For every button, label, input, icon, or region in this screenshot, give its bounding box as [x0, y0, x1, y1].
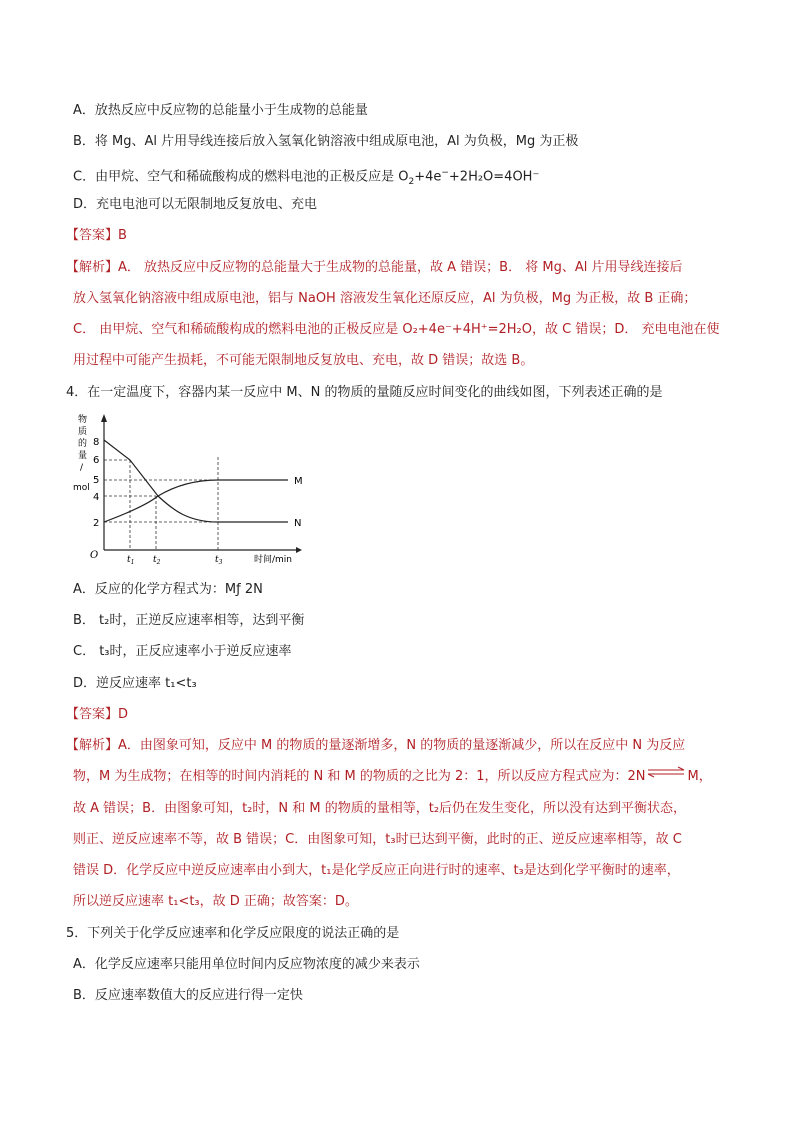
q4-analysis-line-5: 错误 D．化学反应中逆反应速率由小到大，t₁是化学反应正向进行时的速率、t₃是达到化学平衡时的速率， [73, 863, 680, 878]
q3-analysis-line-3: C． 由甲烷、空气和稀硫酸构成的燃料电池的正极反应是 O₂+4e⁻+4H⁺=2H₂O，故 C 错误；D． 充电电池在使 [73, 322, 720, 337]
q3-analysis-line-2: 放入氢氧化钠溶液中组成原电池，铝与 NaOH 溶液发生氧化还原反应，Al 为负极，Mg 为正极，故 B 正确； [73, 291, 697, 306]
q3-option-a: A．放热反应中反应物的总能量小于生成物的总能量 [73, 103, 368, 118]
q4-answer: 【答案】D [66, 707, 129, 722]
q4-stem: 4．在一定温度下，容器内某一反应中 M、N 的物质的量随反应时间变化的曲线如图，下列表述正确的是 [66, 385, 663, 400]
x-tick-t2: $t_2$ [153, 555, 161, 566]
q3-option-b: B．将 Mg、Al 片用导线连接后放入氢氧化钠溶液中组成原电池，Al 为负极，Mg 为正极 [73, 134, 579, 149]
q4-analysis-line-1: 【解析】A．由图象可知，反应中 M 的物质的量逐渐增多，N 的物质的量逐渐减少，所以在反应中 N 为反应 [66, 738, 686, 753]
q3-answer: 【答案】B [66, 228, 127, 243]
svg-text:质: 质 [78, 427, 88, 437]
svg-text:量: 量 [78, 451, 88, 461]
q4-analysis-line-6: 所以逆反应速率 t₁<t₃，故 D 正确；故答案：D。 [73, 894, 358, 909]
y-tick-6: 6 [93, 455, 100, 466]
series-m-label: M [294, 476, 303, 487]
q4-graph [73, 410, 313, 570]
y-tick-5: 5 [93, 475, 100, 486]
q3-option-d: D．充电电池可以无限制地反复放电、充电 [73, 197, 318, 212]
q4-option-c: C． t₃时，正反应速率小于逆反应速率 [73, 644, 292, 659]
svg-text:的: 的 [78, 439, 88, 449]
series-n-line [104, 440, 288, 522]
series-n-label: N [294, 518, 302, 529]
y-tick-4: 4 [93, 492, 100, 503]
q4-option-d: D．逆反应速率 t₁<t₃ [73, 676, 197, 691]
q4-analysis-line-2: 物，M 为生成物；在相等的时间内消耗的 N 和 M 的物质的之比为 2：1，所以反应方程式应为：2N M， [73, 768, 712, 786]
q4-analysis-line-4: 则正、逆反应速率不等，故 B 错误；C．由图象可知，t₃时已达到平衡，此时的正、逆反应速率相等，故 C [73, 832, 682, 847]
q5-stem: 5．下列关于化学反应速率和化学反应限度的说法正确的是 [66, 926, 400, 941]
svg-text:/: / [80, 463, 84, 473]
svg-text:mol: mol [73, 483, 90, 493]
series-m-line [104, 480, 288, 522]
equilibrium-arrow-icon [646, 765, 688, 783]
origin-label: O [90, 550, 99, 561]
q3-analysis-line-4: 用过程中可能产生损耗，不可能无限制地反复放电、充电，故 D 错误；故选 B。 [73, 353, 534, 368]
q4-option-b: B． t₂时，正逆反应速率相等，达到平衡 [73, 613, 305, 628]
q3-analysis-line-1: 【解析】A． 放热反应中反应物的总能量大于生成物的总能量，故 A 错误；B． 将 Mg、Al 片用导线连接后 [66, 260, 683, 275]
x-tick-t1: $t_1$ [127, 555, 135, 566]
q4-option-a: A．反应的化学方程式为：Mƒ 2N [73, 582, 263, 597]
x-axis-label: 时间/min [254, 555, 293, 565]
y-tick-2: 2 [93, 518, 100, 529]
q5-option-b: B．反应速率数值大的反应进行得一定快 [73, 988, 303, 1003]
y-tick-8: 8 [93, 437, 100, 448]
q4-analysis-line-3: 故 A 错误；B．由图象可知，t₂时，N 和 M 的物质的量相等，t₂后仍在发生变化，所以没有达到平衡状态， [73, 801, 687, 816]
svg-text:物: 物 [78, 415, 88, 425]
q3-option-c: C．由甲烷、空气和稀硫酸构成的燃料电池的正极反应是 $O_2+4e^-+2H_2O=4OH^-$ [73, 168, 540, 187]
x-tick-t3: $t_3$ [215, 555, 223, 566]
q5-option-a: A．化学反应速率只能用单位时间内反应物浓度的减少来表示 [73, 957, 420, 972]
